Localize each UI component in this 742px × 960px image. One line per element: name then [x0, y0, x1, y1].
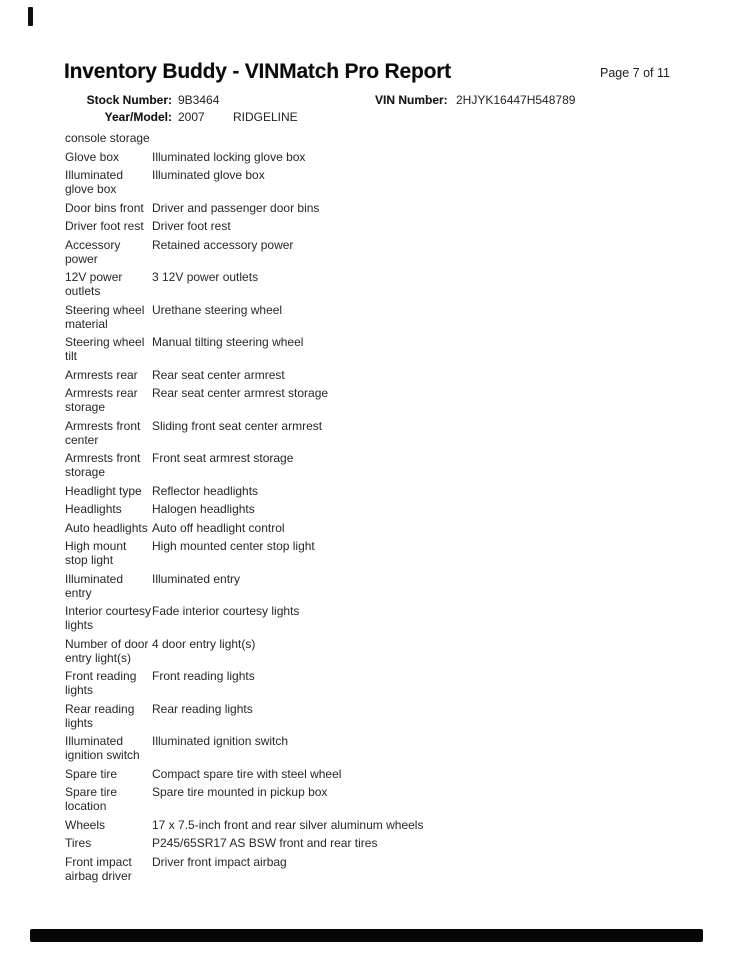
feature-label: Armrests front storage	[65, 451, 141, 479]
feature-value: 17 x 7.5-inch front and rear silver aluminum wheels	[152, 817, 424, 832]
table-row	[65, 386, 685, 414]
feature-label: Tires	[65, 836, 92, 850]
table-row	[65, 484, 685, 498]
feature-value: Driver and passenger door bins	[152, 200, 320, 215]
feature-label: Illuminated entry	[65, 571, 124, 600]
feature-label: Spare tire	[65, 766, 118, 781]
feature-label: Interior courtesy lights	[65, 604, 152, 632]
features-table	[65, 131, 685, 887]
feature-label: Wheels	[65, 817, 106, 832]
feature-value: Illuminated entry	[152, 571, 241, 586]
table-row	[65, 451, 685, 479]
feature-value: 3 12V power outlets	[152, 270, 259, 284]
feature-value: Front reading lights	[152, 669, 255, 683]
table-row	[65, 150, 685, 164]
feature-value: Fade interior courtesy lights	[152, 604, 300, 618]
feature-label: Armrests rear	[65, 367, 138, 382]
feature-value: Halogen headlights	[152, 502, 255, 516]
table-row	[65, 303, 685, 331]
scan-artifact-top-left	[28, 7, 33, 26]
feature-value: Front seat armrest storage	[152, 451, 294, 465]
table-row	[65, 219, 685, 233]
table-row	[65, 539, 685, 567]
feature-label: Front impact airbag driver	[65, 854, 132, 883]
feature-value: Spare tire mounted in pickup box	[152, 785, 328, 799]
page-title: Inventory Buddy - VINMatch Pro Report	[64, 60, 451, 83]
table-row	[65, 238, 685, 266]
feature-value: P245/65SR17 AS BSW front and rear tires	[152, 836, 378, 850]
feature-value: Illuminated ignition switch	[152, 734, 289, 748]
table-row	[65, 702, 685, 730]
feature-label: Rear reading lights	[65, 701, 135, 730]
year-model-label: Year/Model:	[104, 110, 172, 124]
vin-number-label: VIN Number:	[375, 93, 448, 107]
feature-value: Rear seat center armrest storage	[152, 386, 329, 400]
stock-number-value: 9B3464	[178, 93, 220, 107]
table-row	[65, 335, 685, 363]
table-row	[65, 521, 685, 535]
year-value: 2007	[178, 110, 205, 124]
feature-label: Front reading lights	[65, 669, 137, 697]
table-row	[65, 767, 685, 781]
feature-label: Illuminated glove box	[65, 168, 124, 196]
feature-label: Headlight type	[65, 483, 142, 498]
feature-label: Spare tire location	[65, 785, 118, 813]
stock-number-label: Stock Number:	[86, 93, 172, 107]
table-row	[65, 368, 685, 382]
feature-label: Illuminated ignition switch	[65, 734, 140, 762]
feature-value: Rear reading lights	[152, 701, 253, 716]
feature-value: High mounted center stop light	[152, 539, 315, 553]
table-row	[65, 201, 685, 215]
feature-value: Compact spare tire with steel wheel	[152, 766, 342, 781]
feature-label: Armrests front center	[65, 418, 141, 447]
feature-label: Steering wheel material	[65, 302, 145, 331]
feature-label: 12V power outlets	[65, 270, 123, 298]
table-row	[65, 669, 685, 697]
feature-label: Armrests rear storage	[65, 386, 138, 414]
feature-label: Steering wheel tilt	[65, 335, 145, 363]
table-row	[65, 637, 685, 665]
feature-value: Sliding front seat center armrest	[152, 418, 323, 433]
feature-label: Glove box	[65, 149, 120, 164]
feature-value: Urethane steering wheel	[152, 302, 283, 317]
feature-label: Driver foot rest	[65, 219, 144, 233]
model-value: RIDGELINE	[233, 110, 298, 124]
vin-number-value: 2HJYK16447H548789	[456, 93, 576, 107]
feature-value: Illuminated glove box	[152, 168, 265, 182]
feature-value: Reflector headlights	[152, 483, 259, 498]
table-row	[65, 419, 685, 447]
feature-value: Driver foot rest	[152, 219, 231, 233]
table-row	[65, 836, 685, 850]
feature-label: Number of door entry light(s)	[65, 636, 149, 665]
table-row	[65, 502, 685, 516]
table-row	[65, 270, 685, 298]
feature-value: Driver front impact airbag	[152, 854, 287, 869]
table-row	[65, 168, 685, 196]
table-row	[65, 131, 685, 145]
feature-value: Auto off headlight control	[152, 520, 285, 535]
table-row	[65, 855, 685, 883]
scan-artifact-bottom-bar	[30, 929, 703, 942]
feature-label: Door bins front	[65, 200, 144, 215]
feature-value: Rear seat center armrest	[152, 367, 285, 382]
table-row	[65, 734, 685, 762]
feature-label: console storage	[65, 131, 150, 145]
feature-label: High mount stop light	[65, 539, 127, 567]
feature-label: Auto headlights	[65, 520, 148, 535]
table-row	[65, 572, 685, 600]
table-row	[65, 818, 685, 832]
feature-label: Accessory power	[65, 237, 121, 266]
feature-label: Headlights	[65, 502, 122, 516]
feature-value: Illuminated locking glove box	[152, 149, 306, 164]
page-number-indicator: Page 7 of 11	[600, 66, 670, 80]
table-row	[65, 785, 685, 813]
feature-value: 4 door entry light(s)	[152, 636, 256, 651]
feature-value: Retained accessory power	[152, 237, 294, 252]
feature-value: Manual tilting steering wheel	[152, 335, 304, 349]
table-row	[65, 604, 685, 632]
